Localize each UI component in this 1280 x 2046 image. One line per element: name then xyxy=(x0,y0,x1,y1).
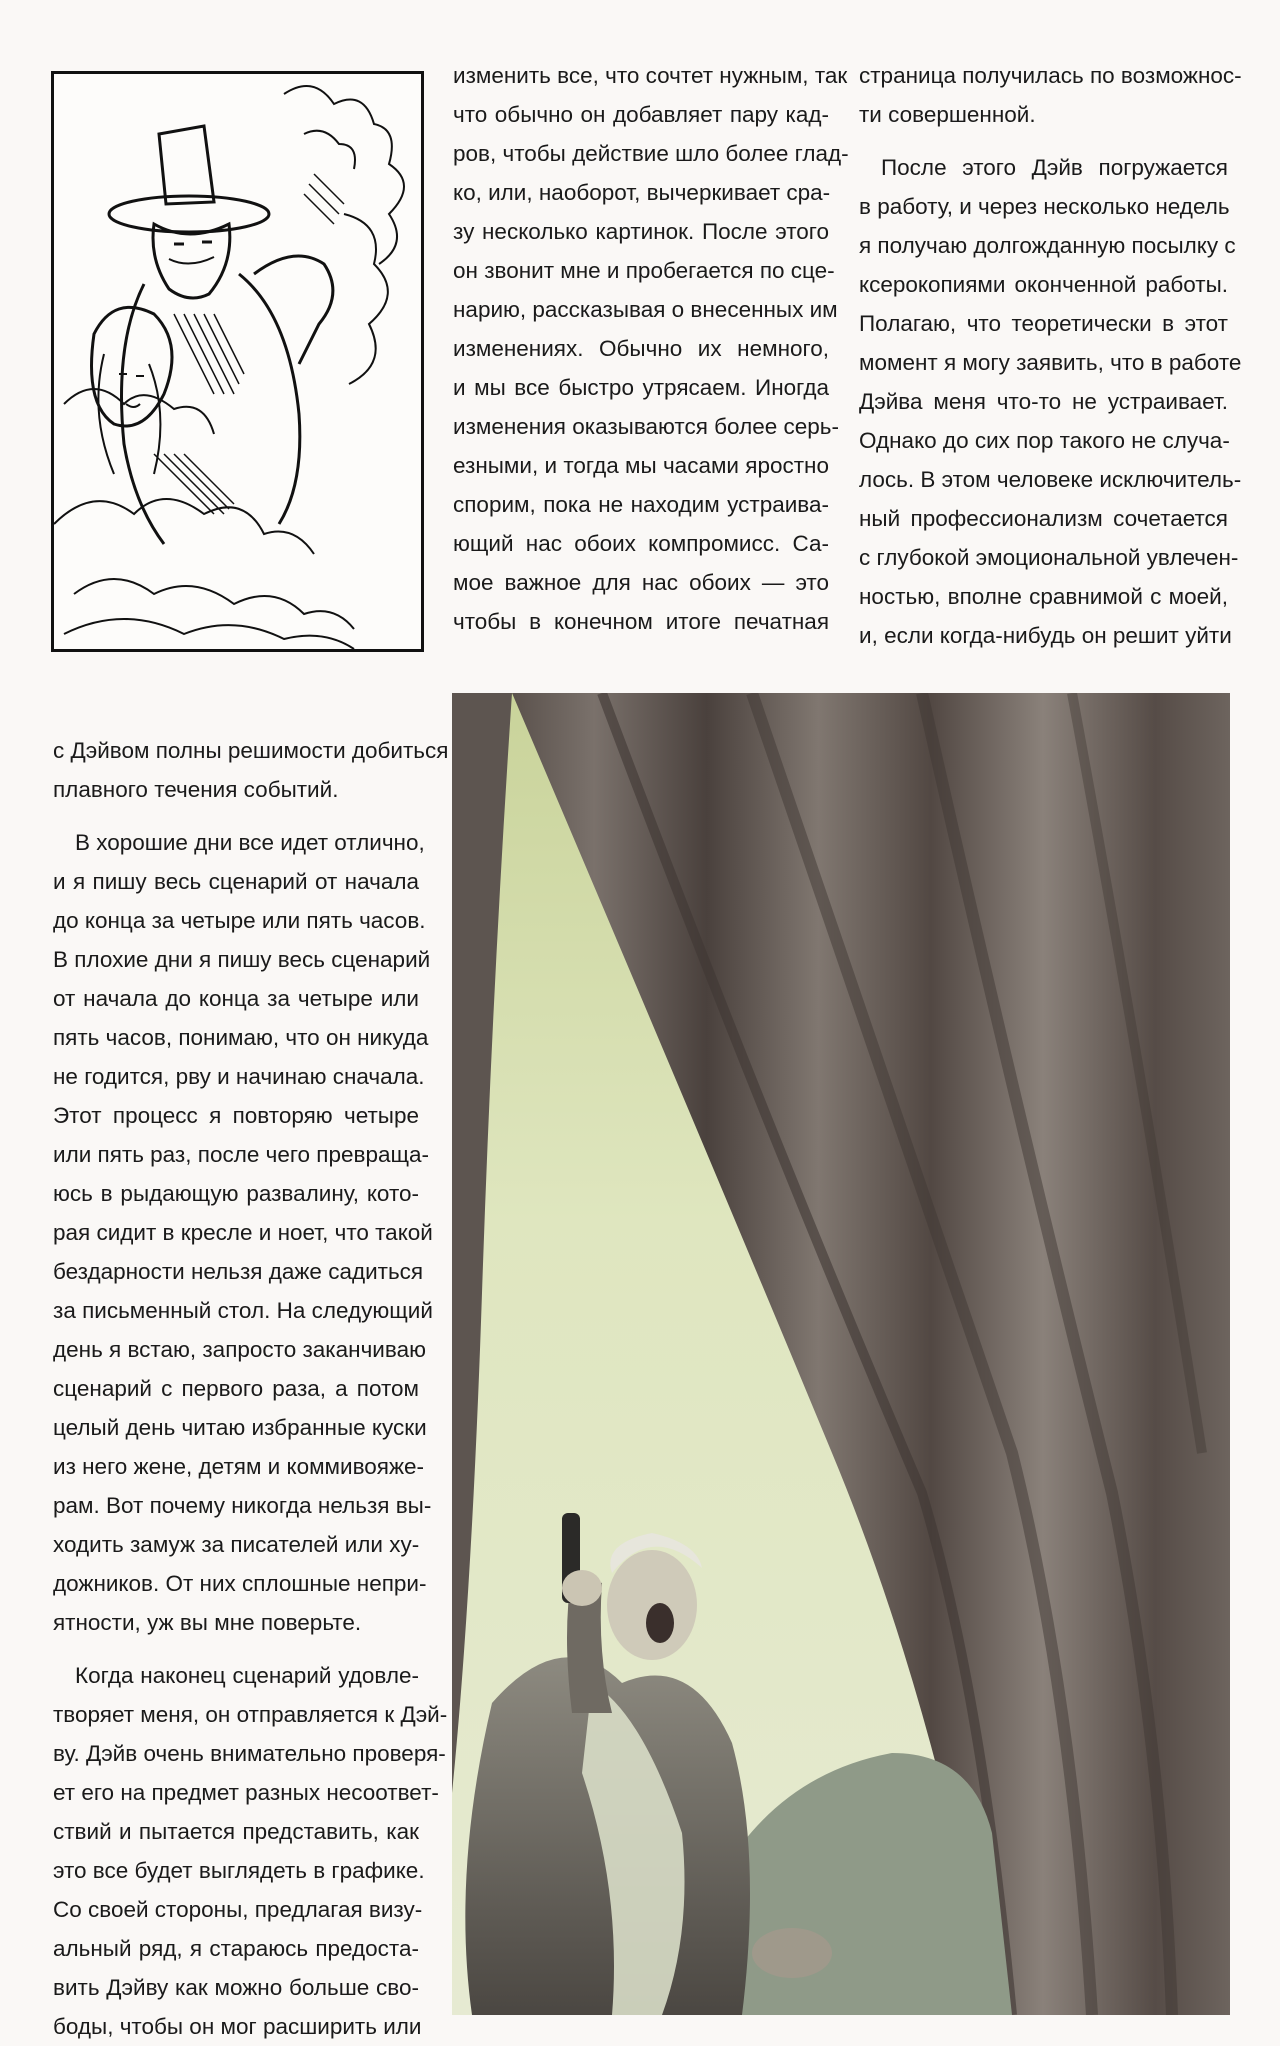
text-line: ный профессионализм сочетается xyxy=(859,506,1228,531)
text-line: изменения оказываются более серь- xyxy=(453,414,839,439)
paragraph xyxy=(859,56,1242,134)
text-line: Дэйва меня что-то не устраивает. xyxy=(859,389,1228,414)
text-line: ти совершенной. xyxy=(859,102,1036,127)
text-line: езными, и тогда мы часами яростно xyxy=(453,453,829,478)
text-column-top-right xyxy=(859,56,1242,655)
text-line: мое важное для нас обоих — это xyxy=(453,570,829,595)
text-line: В хорошие дни все идет отлично, xyxy=(75,830,425,855)
text-line: момент я могу заявить, что в работе xyxy=(859,350,1242,375)
text-line: изменениях. Обычно их немного, xyxy=(453,336,829,361)
text-line: чтобы в конечном итоге печатная xyxy=(453,609,829,634)
text-line: ходить замуж за писателей или ху- xyxy=(53,1532,420,1557)
text-line: ко, или, наоборот, вычеркивает сра- xyxy=(453,180,831,205)
text-line: сценарий с первого раза, а потом xyxy=(53,1376,419,1401)
text-line: до конца за четыре или пять часов. xyxy=(53,908,426,933)
text-line: В плохие дни я пишу весь сценарий xyxy=(53,947,431,972)
text-line: ствий и пытается представить, как xyxy=(53,1819,419,1844)
text-line: ров, чтобы действие шло более глад- xyxy=(453,141,849,166)
text-line: что обычно он добавляет пару кад- xyxy=(453,102,829,127)
text-line: юсь в рыдающую развалину, кото- xyxy=(53,1181,419,1206)
text-line: Полагаю, что теоретически в этот xyxy=(859,311,1228,336)
text-line: изменить все, что сочтет нужным, так xyxy=(453,63,848,88)
text-line: Со своей стороны, предлагая визу- xyxy=(53,1897,423,1922)
ink-sketch-illustration xyxy=(51,71,424,652)
text-line: в работу, и через несколько недель xyxy=(859,194,1230,219)
text-line: ятности, уж вы мне поверьте. xyxy=(53,1610,362,1635)
sketch-drawing xyxy=(54,74,421,649)
paragraph xyxy=(53,823,433,1642)
paragraph xyxy=(53,731,449,809)
paragraph xyxy=(53,1656,448,2046)
text-line: бездарности нельзя даже садиться xyxy=(53,1259,424,1284)
text-line: за письменный стол. На следующий xyxy=(53,1298,433,1323)
text-column-top-middle xyxy=(453,56,849,641)
text-line: я получаю долгожданную посылку с xyxy=(859,233,1236,258)
text-line: не годится, рву и начинаю сначала. xyxy=(53,1064,425,1089)
text-line: После этого Дэйв погружается xyxy=(881,155,1228,180)
text-line: это все будет выглядеть в графике. xyxy=(53,1858,425,1883)
text-line: плавного течения событий. xyxy=(53,777,339,802)
text-line: день я встаю, запросто заканчиваю xyxy=(53,1337,426,1362)
text-line: рая сидит в кресле и ноет, что такой xyxy=(53,1220,433,1245)
text-line: спорим, пока не находим устраива- xyxy=(453,492,829,517)
text-line: нарию, рассказывая о внесенных им xyxy=(453,297,838,322)
paragraph xyxy=(859,148,1242,655)
text-line: или пять раз, после чего превраща- xyxy=(53,1142,430,1167)
text-line: целый день читаю избранные куски xyxy=(53,1415,427,1440)
text-line: Однако до сих пор такого не случа- xyxy=(859,428,1230,453)
text-line: из него жене, детям и коммивояже- xyxy=(53,1454,425,1479)
paragraph xyxy=(453,56,849,641)
text-line: и я пишу весь сценарий от начала xyxy=(53,869,419,894)
text-line: вить Дэйву как можно больше сво- xyxy=(53,1975,419,2000)
text-line: ностью, вполне сравнимой с моей, xyxy=(859,584,1228,609)
text-line: Этот процесс я повторяю четыре xyxy=(53,1103,419,1128)
text-line: дожников. От них сплошные непри- xyxy=(53,1571,427,1596)
text-line: ет его на предмет разных несоответ- xyxy=(53,1780,439,1805)
text-line: пять часов, понимаю, что он никуда xyxy=(53,1025,429,1050)
painted-illustration xyxy=(452,693,1230,2015)
text-line: боды, чтобы он мог расширить или xyxy=(53,2014,422,2039)
text-line: лось. В этом человеке исключитель- xyxy=(859,467,1242,492)
text-line: творяет меня, он отправляется к Дэй- xyxy=(53,1702,448,1727)
text-line: он звонит мне и пробегается по сце- xyxy=(453,258,835,283)
text-line: ющий нас обоих компромисс. Са- xyxy=(453,531,829,556)
text-column-bottom-left xyxy=(53,731,449,2046)
text-line: от начала до конца за четыре или xyxy=(53,986,419,1011)
text-line: с глубокой эмоциональной увлечен- xyxy=(859,545,1239,570)
text-line: рам. Вот почему никогда нельзя вы- xyxy=(53,1493,432,1518)
text-line: и, если когда-нибудь он решит уйти xyxy=(859,623,1232,648)
text-line: Когда наконец сценарий удовле- xyxy=(75,1663,419,1688)
painting-drawing xyxy=(452,693,1230,2015)
text-line: и мы все быстро утрясаем. Иногда xyxy=(453,375,829,400)
text-line: страница получилась по возможнос- xyxy=(859,63,1242,88)
text-line: с Дэйвом полны решимости добиться xyxy=(53,738,449,763)
text-line: зу несколько картинок. После этого xyxy=(453,219,829,244)
text-line: ву. Дэйв очень внимательно проверя- xyxy=(53,1741,446,1766)
text-line: ксерокопиями оконченной работы. xyxy=(859,272,1228,297)
text-line: альный ряд, я стараюсь предоста- xyxy=(53,1936,419,1961)
